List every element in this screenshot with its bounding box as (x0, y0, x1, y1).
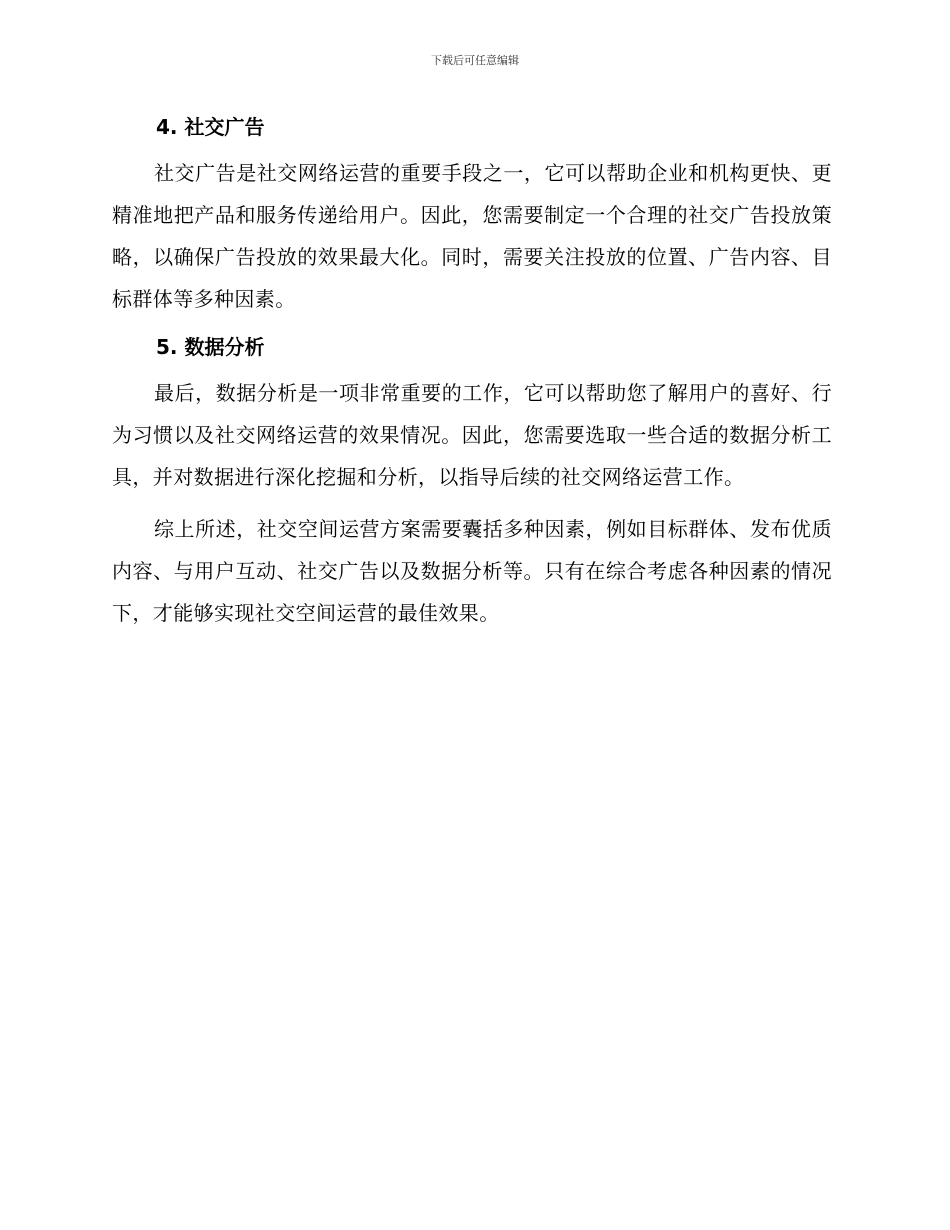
section-heading-social-ads: 4. 社交广告 (156, 115, 265, 139)
section-paragraph-data-analysis: 最后，数据分析是一项非常重要的工作，它可以帮助您了解用户的喜好、行为习惯以及社交网络运营的效果情况。因此，您需要选取一些合适的数据分析工具，并对数据进行深化挖掘和分析，以指导后续的社交网络运营工作。 (112, 381, 832, 489)
section-heading-data-analysis: 5. 数据分析 (156, 335, 265, 359)
document-body (112, 110, 832, 634)
conclusion-paragraph: 综上所述，社交空间运营方案需要囊括多种因素，例如目标群体、发布优质内容、与用户互动、社交广告以及数据分析等。只有在综合考虑各种因素的情况下，才能够实现社交空间运营的最佳效果。 (112, 517, 832, 625)
page-header: 下载后可任意编辑 (431, 54, 519, 67)
section-paragraph-social-ads: 社交广告是社交网络运营的重要手段之一，它可以帮助企业和机构更快、更精准地把产品和服务传递给用户。因此，您需要制定一个合理的社交广告投放策略，以确保广告投放的效果最大化。同时，需要关注投放的位置、广告内容、目标群体等多种因素。 (112, 161, 832, 311)
